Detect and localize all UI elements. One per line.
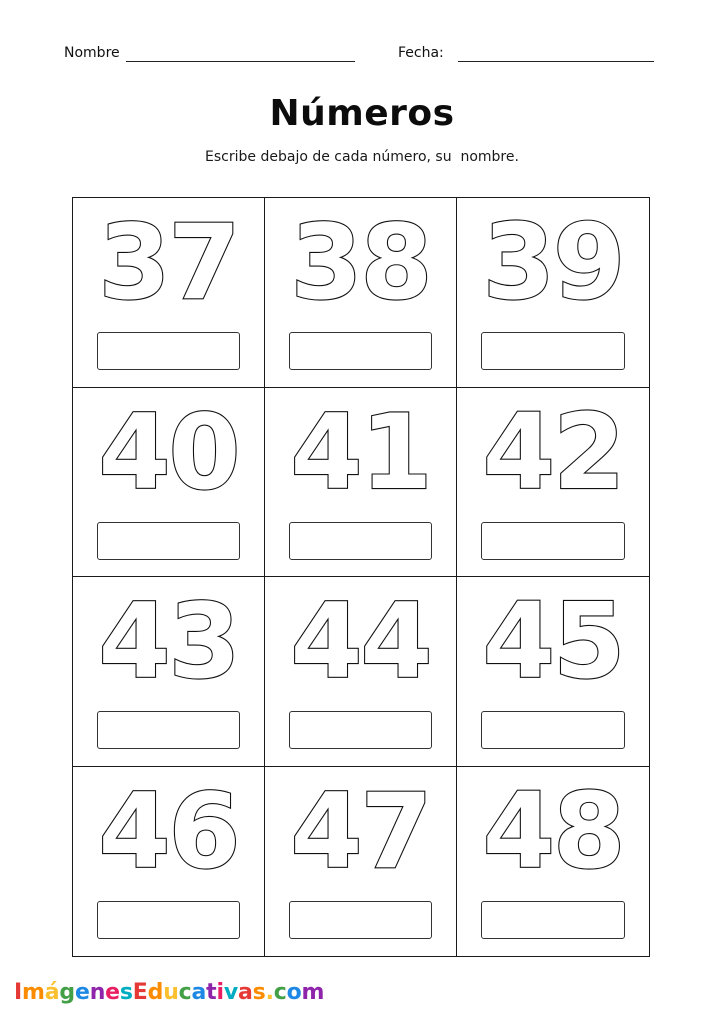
number-text: 47 (290, 774, 431, 885)
outlined-number (265, 206, 456, 316)
site-logo: ImágenesEducativas.com (14, 980, 325, 1005)
number-text: 48 (482, 774, 624, 885)
outlined-number (265, 396, 456, 506)
page-title: Números (269, 93, 455, 134)
number-cell (457, 198, 649, 388)
answer-box[interactable] (481, 901, 625, 939)
number-text: 43 (98, 585, 239, 695)
name-field[interactable] (126, 61, 355, 62)
number-cell (73, 577, 265, 767)
number-text: 40 (98, 395, 239, 506)
outlined-number (457, 585, 649, 695)
name-label: Nombre (64, 45, 120, 61)
number-text: 45 (482, 585, 624, 695)
outlined-number (457, 775, 649, 885)
number-text: 46 (98, 774, 239, 885)
date-field[interactable] (458, 61, 654, 62)
number-text: 41 (290, 395, 431, 506)
worksheet-header (0, 44, 724, 68)
number-cell (73, 388, 265, 578)
number-cell (457, 767, 649, 957)
answer-box[interactable] (289, 901, 432, 939)
outlined-number (265, 585, 456, 695)
number-cell (265, 388, 457, 578)
answer-box[interactable] (97, 901, 240, 939)
outlined-number (73, 585, 264, 695)
answer-box[interactable] (97, 711, 240, 749)
number-text: 44 (290, 585, 431, 695)
number-cell (73, 767, 265, 957)
number-text: 39 (482, 206, 624, 316)
answer-box[interactable] (97, 522, 240, 560)
answer-box[interactable] (481, 522, 625, 560)
number-cell (265, 198, 457, 388)
number-grid (72, 197, 650, 957)
answer-box[interactable] (289, 522, 432, 560)
outlined-number (457, 206, 649, 316)
answer-box[interactable] (289, 332, 432, 370)
number-cell (73, 198, 265, 388)
number-cell (265, 577, 457, 767)
answer-box[interactable] (481, 332, 625, 370)
instruction-text: Escribe debajo de cada número, su nombre. (205, 149, 519, 165)
number-cell (265, 767, 457, 957)
outlined-number (457, 396, 649, 506)
date-label: Fecha: (398, 45, 444, 61)
answer-box[interactable] (481, 711, 625, 749)
outlined-number (265, 775, 456, 885)
number-text: 37 (98, 206, 239, 316)
number-cell (457, 388, 649, 578)
outlined-number (73, 775, 264, 885)
outlined-number (73, 206, 264, 316)
answer-box[interactable] (289, 711, 432, 749)
number-cell (457, 577, 649, 767)
answer-box[interactable] (97, 332, 240, 370)
number-text: 42 (482, 395, 624, 506)
number-text: 38 (290, 206, 431, 316)
outlined-number (73, 396, 264, 506)
